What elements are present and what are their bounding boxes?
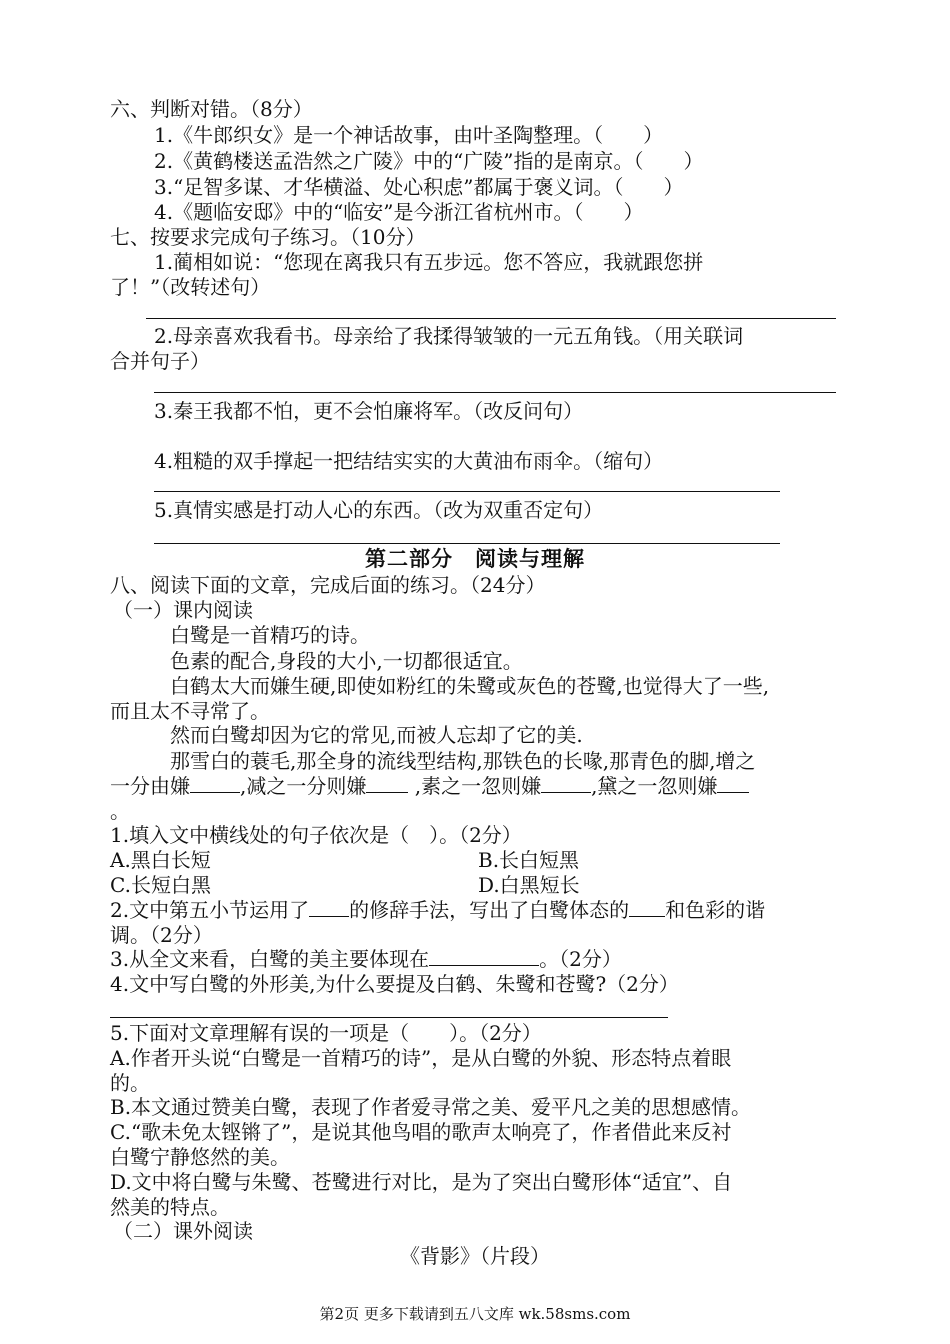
s7-q2-line2: 合并句子） bbox=[110, 349, 210, 373]
s8-q1: 1.填入文中横线处的句子依次是（ ）。（2分） bbox=[110, 823, 522, 847]
s8-q1-option-a: A.黑白长短 bbox=[110, 848, 211, 872]
s6-item-3: 3.“足智多谋、才华横溢、处心积虑”都属于褒义词。（ ） bbox=[154, 175, 684, 199]
s7-q5: 5.真情实感是打动人心的东西。（改为双重否定句） bbox=[154, 498, 604, 522]
answer-line-q1[interactable] bbox=[146, 318, 836, 319]
section-8-title: 八、阅读下面的文章，完成后面的练习。（24分） bbox=[110, 573, 546, 597]
q3-seg-2: 。（2分） bbox=[539, 947, 622, 971]
s8-q1-option-d: D.白黑短长 bbox=[478, 873, 580, 897]
fill-blank-3[interactable] bbox=[541, 774, 591, 793]
passage-2-title: 《背影》（片段） bbox=[400, 1244, 550, 1268]
fill-blank-4[interactable] bbox=[717, 774, 749, 793]
passage-p4: 然而白鹭却因为它的常见,而被人忘却了它的美. bbox=[170, 723, 583, 747]
passage-p5-line3: 。 bbox=[110, 799, 130, 823]
fill-blank-1[interactable] bbox=[190, 774, 240, 793]
q2-seg-2: 的修辞手法，写出了白鹭体态的 bbox=[349, 898, 630, 922]
passage-p5-line2 bbox=[110, 773, 749, 799]
p5-seg-2: ,减之一分则嫌 bbox=[240, 774, 367, 798]
s8-q5: 5.下面对文章理解有误的一项是（ ）。（2分） bbox=[110, 1021, 542, 1045]
p5-seg-1: 一分由嫌 bbox=[110, 774, 190, 798]
answer-line-q5[interactable] bbox=[154, 543, 780, 544]
s7-q2-line1: 2.母亲喜欢我看书。母亲给了我揉得皱皱的一元五角钱。（用关联词 bbox=[154, 324, 744, 348]
answer-line-s8-q4[interactable] bbox=[110, 1017, 668, 1018]
s8-q1-option-b: B.长白短黑 bbox=[478, 848, 580, 872]
s6-item-2: 2.《黄鹤楼送孟浩然之广陵》中的“广陵”指的是南京。（ ） bbox=[154, 149, 704, 173]
s7-q1-line1: 1.蔺相如说：“您现在离我只有五步远。您不答应，我就跟您拼 bbox=[154, 250, 704, 274]
s6-item-1: 1.《牛郎织女》是一个神话故事，由叶圣陶整理。（ ） bbox=[154, 123, 664, 147]
p5-seg-3: ,素之一忽则嫌 bbox=[408, 774, 542, 798]
section-7-title: 七、按要求完成句子练习。（10分） bbox=[110, 225, 426, 249]
p5-seg-4: ,黛之一忽则嫌 bbox=[591, 774, 718, 798]
answer-line-q4[interactable] bbox=[154, 491, 780, 492]
s8-q5-option-c-line1: C.“歌未免太铿锵了”，是说其他鸟唱的歌声太响亮了，作者借此来反衬 bbox=[110, 1120, 732, 1144]
fill-blank-2[interactable] bbox=[366, 774, 408, 793]
s8-q3 bbox=[110, 946, 622, 972]
s7-q4: 4.粗糙的双手撑起一把结结实实的大黄油布雨伞。（缩句） bbox=[154, 449, 664, 473]
q2-seg-1: 2.文中第五小节运用了 bbox=[110, 898, 310, 922]
q3-blank[interactable] bbox=[429, 947, 539, 966]
s8-q2-line2: 调。（2分） bbox=[110, 923, 213, 947]
s8-q5-option-a-line1: A.作者开头说“白鹭是一首精巧的诗”，是从白鹭的外貌、形态特点着眼 bbox=[110, 1046, 732, 1070]
q3-seg-1: 3.从全文来看，白鹭的美主要体现在 bbox=[110, 947, 430, 971]
s8-q5-option-a-line2: 的。 bbox=[110, 1071, 150, 1095]
s8-q5-option-d-line2: 然美的特点。 bbox=[110, 1195, 230, 1219]
part-2-heading: 第二部分 阅读与理解 bbox=[365, 546, 585, 571]
passage-p5-line1: 那雪白的蓑毛,那全身的流线型结构,那铁色的长喙,那青色的脚,增之 bbox=[170, 749, 756, 773]
s8-q5-option-b: B.本文通过赞美白鹭，表现了作者爱寻常之美、爱平凡之美的思想感情。 bbox=[110, 1095, 752, 1119]
passage-p3-line1: 白鹤太大而嫌生硬,即使如粉红的朱鹭或灰色的苍鹭,也觉得大了一些, bbox=[170, 674, 770, 698]
s8-sub-2: （二）课外阅读 bbox=[113, 1219, 253, 1243]
s8-q5-option-c-line2: 白鹭宁静悠然的美。 bbox=[110, 1145, 290, 1169]
q2-blank-2[interactable] bbox=[629, 898, 665, 917]
s8-q5-option-d-line1: D.文中将白鹭与朱鹭、苍鹭进行对比，是为了突出白鹭形体“适宜”、自 bbox=[110, 1170, 733, 1194]
s8-q2-line1 bbox=[110, 897, 765, 923]
s6-item-4: 4.《题临安邸》中的“临安”是今浙江省杭州市。（ ） bbox=[154, 200, 644, 224]
q2-blank-1[interactable] bbox=[309, 898, 349, 917]
passage-p3-line2: 而且太不寻常了。 bbox=[110, 699, 270, 723]
passage-p1: 白鹭是一首精巧的诗。 bbox=[170, 623, 370, 647]
s7-q1-line2: 了！”（改转述句） bbox=[110, 275, 271, 299]
passage-p2: 色素的配合,身段的大小,一切都很适宜。 bbox=[170, 649, 523, 673]
s8-sub-1: （一）课内阅读 bbox=[113, 598, 253, 622]
section-6-title: 六、判断对错。（8分） bbox=[110, 97, 313, 121]
s8-q1-option-c: C.长短白黑 bbox=[110, 873, 211, 897]
page-footer: 第2页 更多下载请到五八文库 wk.58sms.com bbox=[319, 1305, 631, 1323]
answer-line-q2[interactable] bbox=[154, 392, 836, 393]
s7-q3: 3.秦王我都不怕，更不会怕廉将军。（改反问句） bbox=[154, 399, 584, 423]
s8-q4: 4.文中写白鹭的外形美,为什么要提及白鹤、朱鹭和苍鹭?（2分） bbox=[110, 972, 679, 996]
q2-seg-3: 和色彩的谐 bbox=[665, 898, 766, 922]
